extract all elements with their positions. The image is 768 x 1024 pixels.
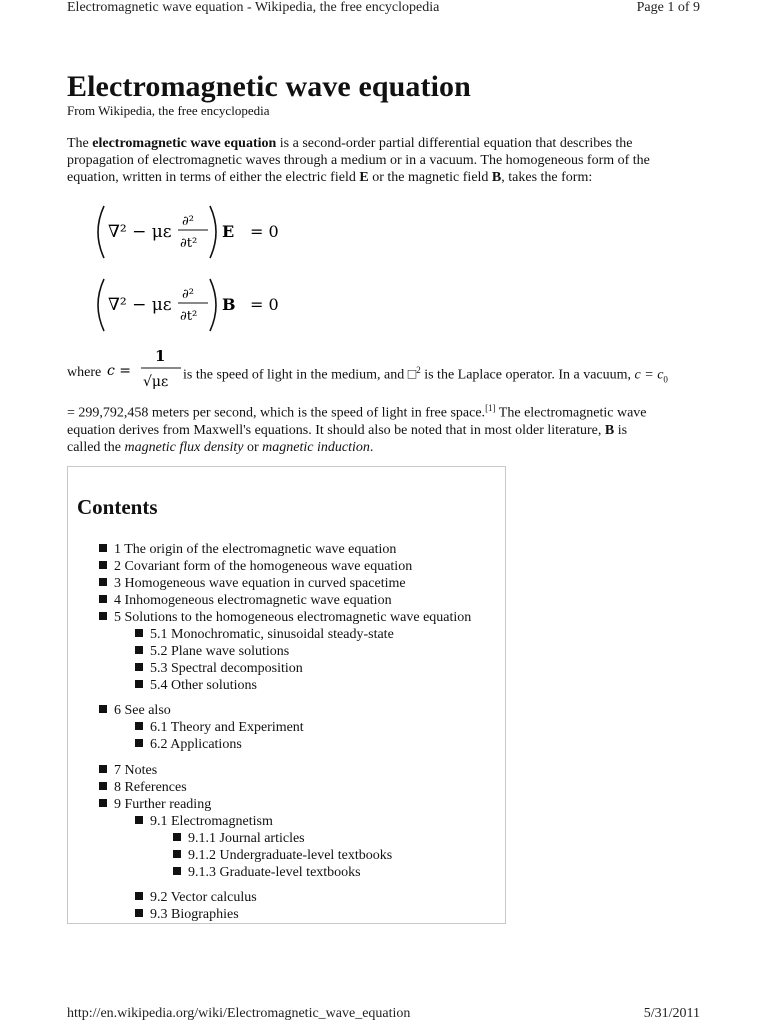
- toc-item-9-1-3[interactable]: 9.1.3 Graduate-level textbooks: [173, 864, 361, 881]
- intro-line-2: propagation of electromagnetic waves through a medium or in a vacuum. The homogeneous form of the: [67, 153, 650, 168]
- svg-text:√με: √με: [143, 374, 169, 390]
- speed-formula: [105, 345, 185, 391]
- bullet-icon: [99, 705, 107, 713]
- equation-e-field: [90, 202, 320, 267]
- toc-item-9-3[interactable]: 9.3 Biographies: [135, 906, 239, 923]
- toc-item-9[interactable]: 9 Further reading: [99, 796, 211, 813]
- print-header-page: Page 1 of 9: [636, 0, 700, 15]
- bullet-icon: [173, 833, 181, 841]
- toc-item-8[interactable]: 8 References: [99, 779, 187, 796]
- bullet-icon: [135, 816, 143, 824]
- toc-item-5-3[interactable]: 5.3 Spectral decomposition: [135, 660, 303, 677]
- bullet-icon: [135, 646, 143, 654]
- bullet-icon: [99, 544, 107, 552]
- print-footer-date: 5/31/2011: [643, 1006, 700, 1021]
- print-footer-url: http://en.wikipedia.org/wiki/Electromagnetic_wave_equation: [67, 1006, 411, 1021]
- bullet-icon: [135, 909, 143, 917]
- bullet-icon: [99, 782, 107, 790]
- bullet-icon: [135, 663, 143, 671]
- bullet-icon: [99, 765, 107, 773]
- page-subtitle: From Wikipedia, the free encyclopedia: [67, 103, 270, 118]
- bullet-icon: [135, 629, 143, 637]
- eq1-lhs: ∇² − με: [108, 222, 172, 242]
- term-bold: electromagnetic wave equation: [92, 136, 277, 151]
- speed-definition: where c = 1 √με is the speed of light in the medium, and □$^2$ is the Laplace operator. In a vacuum, $c = c_0$: [67, 347, 668, 390]
- eq2-num: ∂²: [182, 287, 194, 302]
- intro-paragraph: [67, 135, 707, 186]
- toc-item-9-1[interactable]: 9.1 Electromagnetism: [135, 813, 273, 830]
- bullet-icon: [99, 595, 107, 603]
- toc-item-1[interactable]: 1 The origin of the electromagnetic wave equation: [99, 541, 396, 558]
- reference-link-1[interactable]: [1]: [485, 403, 496, 413]
- eq2-den: ∂t²: [180, 309, 198, 324]
- toc-item-5-1[interactable]: 5.1 Monochromatic, sinusoidal steady-state: [135, 626, 394, 643]
- speed-paragraph: = 299,792,458 meters per second, which is the speed of light in free space.[1] The electromagnetic wave equation derives from Maxwell's equations. It should also be noted that in most older literature, B is called the magnetic flux density or magnetic induction.: [67, 403, 647, 455]
- eq1-num: ∂²: [182, 214, 194, 229]
- eq1-rhs: = 0: [250, 222, 279, 241]
- laplace-box-symbol: □: [407, 367, 417, 383]
- toc-item-9-1-1[interactable]: 9.1.1 Journal articles: [173, 830, 305, 847]
- eq2-field: B: [222, 295, 236, 314]
- page-title: Electromagnetic wave equation: [67, 70, 471, 103]
- toc-item-6[interactable]: 6 See also: [99, 702, 171, 719]
- bullet-icon: [135, 739, 143, 747]
- table-of-contents: [67, 466, 506, 924]
- intro-line-3: equation, written in terms of either the electric field E or the magnetic field B, takes the form:: [67, 170, 593, 185]
- eq2-rhs: = 0: [250, 295, 279, 314]
- eq1-field: E: [222, 222, 235, 241]
- equation-b-field: [90, 275, 320, 340]
- toc-item-6-1[interactable]: 6.1 Theory and Experiment: [135, 719, 304, 736]
- toc-item-5[interactable]: 5 Solutions to the homogeneous electromagnetic wave equation: [99, 609, 471, 626]
- toc-item-6-2[interactable]: 6.2 Applications: [135, 736, 242, 753]
- svg-text:c =: c =: [107, 363, 132, 379]
- bullet-icon: [99, 561, 107, 569]
- toc-item-4[interactable]: 4 Inhomogeneous electromagnetic wave equation: [99, 592, 392, 609]
- toc-item-9-1-2[interactable]: 9.1.2 Undergraduate-level textbooks: [173, 847, 392, 864]
- bullet-icon: [99, 612, 107, 620]
- svg-text:1: 1: [155, 347, 166, 365]
- bullet-icon: [99, 578, 107, 586]
- eq1-den: ∂t²: [180, 236, 198, 251]
- toc-item-5-4[interactable]: 5.4 Other solutions: [135, 677, 257, 694]
- print-header-title: Electromagnetic wave equation - Wikipedia, the free encyclopedia: [67, 0, 440, 15]
- bullet-icon: [173, 867, 181, 875]
- bullet-icon: [99, 799, 107, 807]
- toc-item-2[interactable]: 2 Covariant form of the homogeneous wave equation: [99, 558, 412, 575]
- toc-item-5-2[interactable]: 5.2 Plane wave solutions: [135, 643, 289, 660]
- intro-line-1: The electromagnetic wave equation is a second-order partial differential equation that describes the: [67, 136, 633, 151]
- bullet-icon: [135, 722, 143, 730]
- bullet-icon: [173, 850, 181, 858]
- toc-title: Contents: [77, 495, 158, 519]
- toc-item-9-2[interactable]: 9.2 Vector calculus: [135, 889, 257, 906]
- bullet-icon: [135, 680, 143, 688]
- eq2-lhs: ∇² − με: [108, 295, 172, 315]
- toc-item-3[interactable]: 3 Homogeneous wave equation in curved spacetime: [99, 575, 406, 592]
- bullet-icon: [135, 892, 143, 900]
- toc-item-7[interactable]: 7 Notes: [99, 762, 157, 779]
